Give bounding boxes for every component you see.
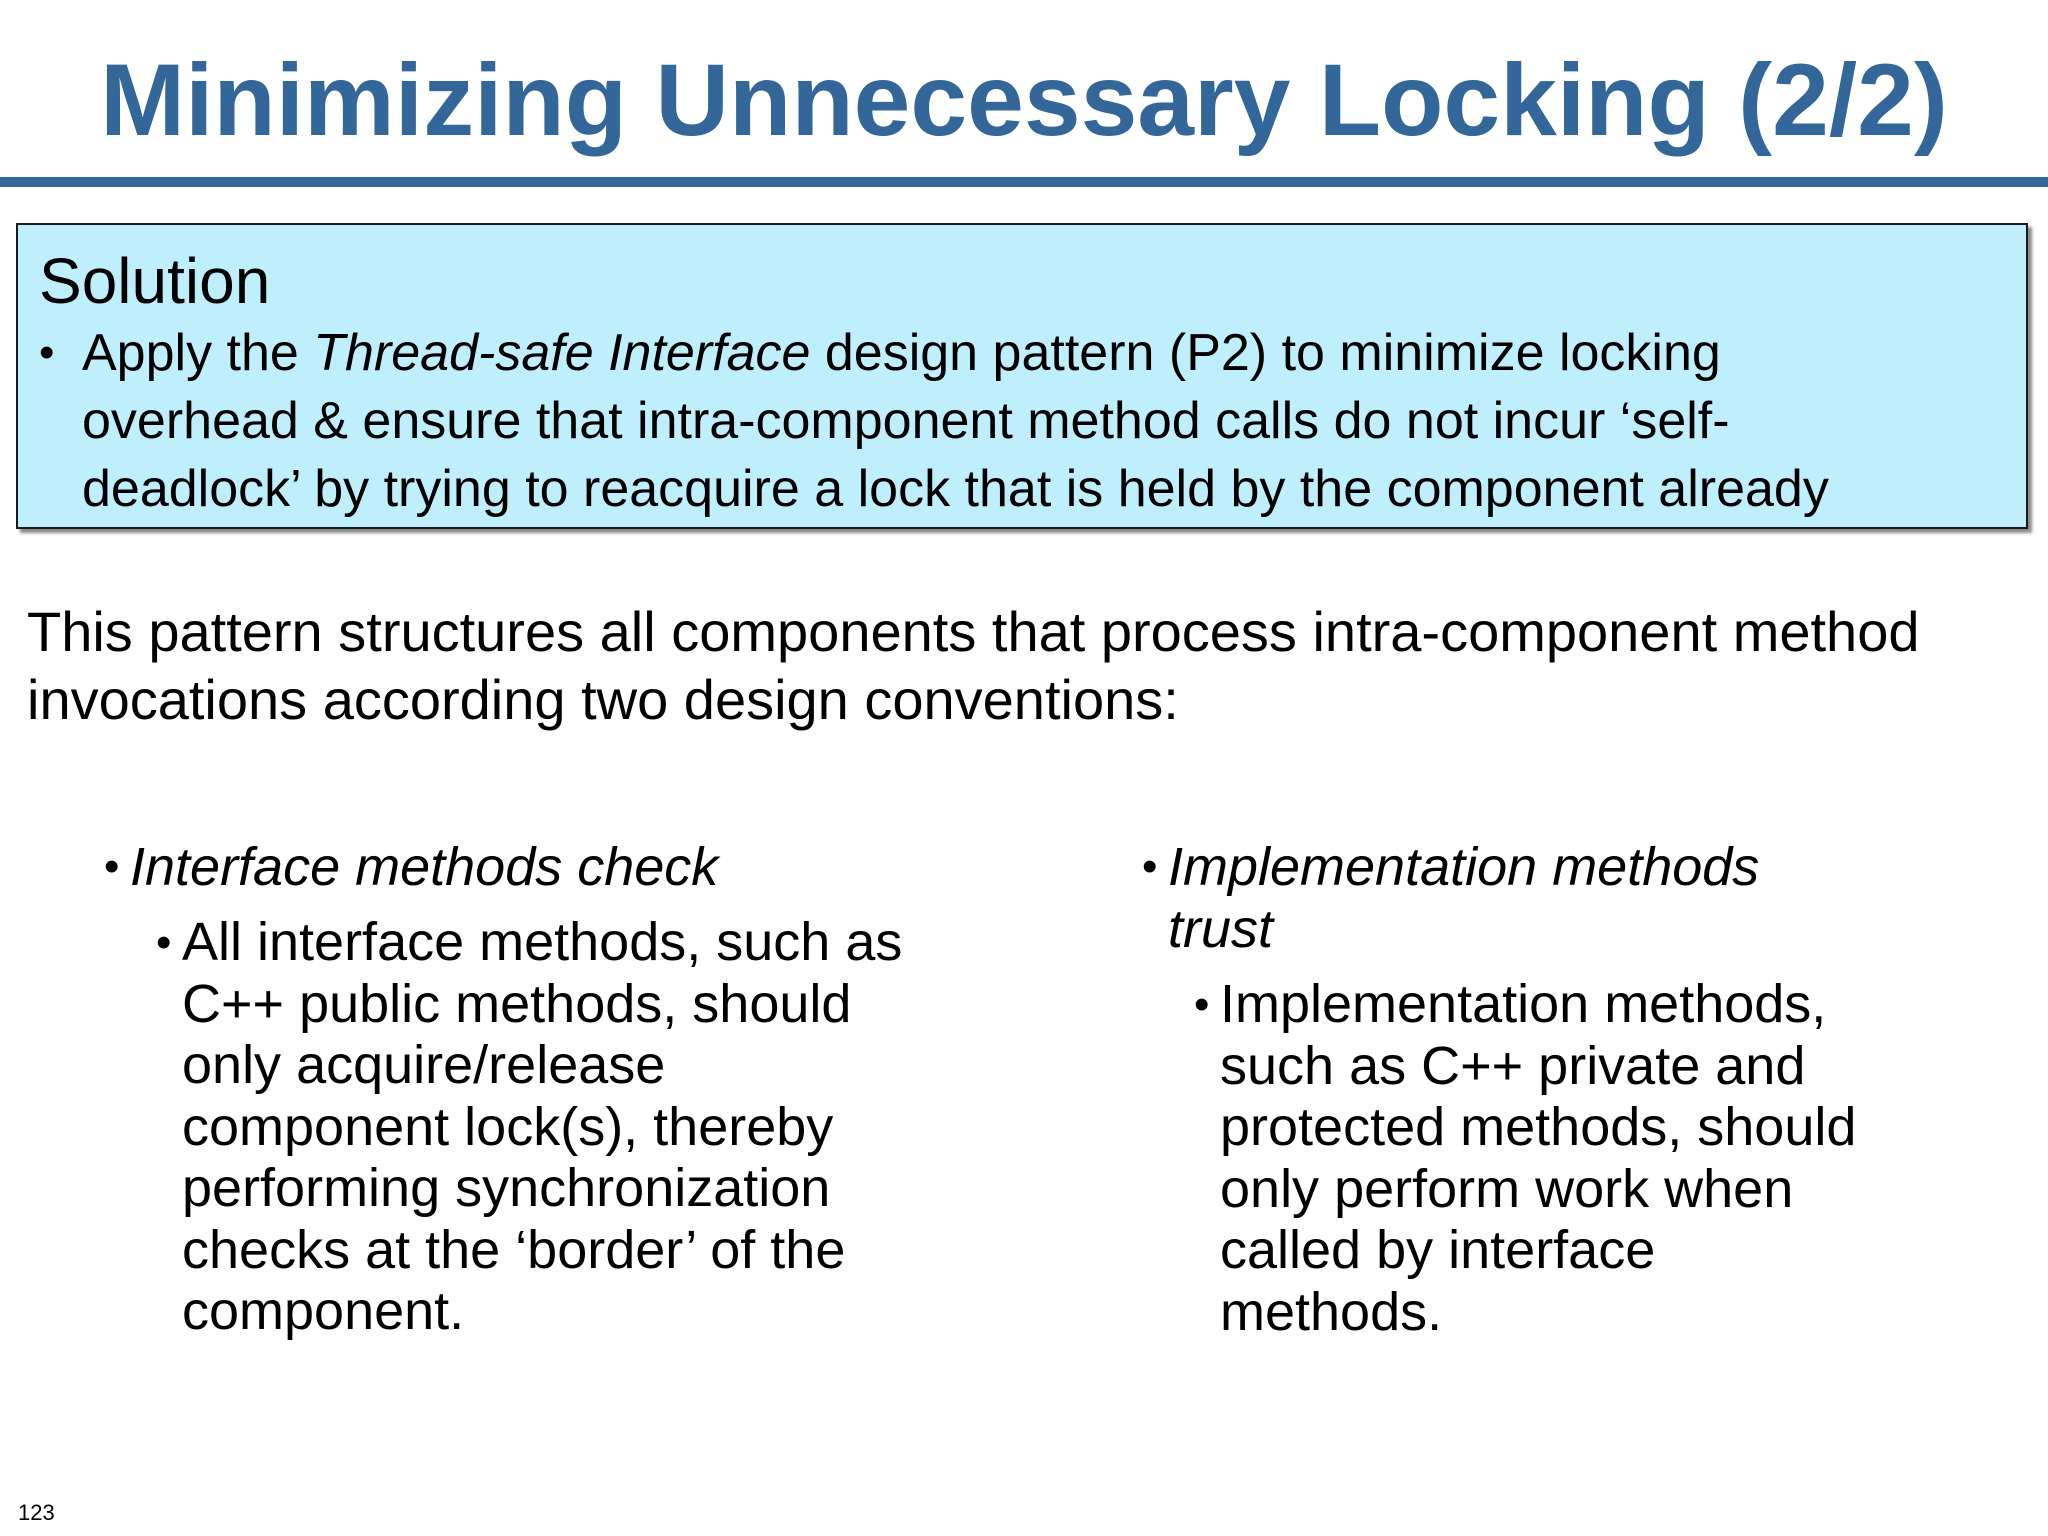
left-body-line: checks at the ‘border’ of the bbox=[182, 1219, 846, 1280]
right-body-line: Implementation methods, bbox=[1220, 974, 1827, 1034]
right-column bbox=[1142, 836, 2022, 1343]
right-body-line: such as C++ private and bbox=[1220, 1035, 1806, 1096]
solution-line-1 bbox=[82, 319, 2019, 387]
right-column-heading bbox=[1142, 836, 2022, 960]
right-heading-line: trust bbox=[1168, 899, 1274, 959]
left-heading-text bbox=[130, 836, 1004, 898]
title-divider bbox=[0, 177, 2048, 187]
left-body-line: only acquire/release bbox=[182, 1035, 666, 1095]
solution-line-2: overhead & ensure that intra-component method calls do not incur ‘self- bbox=[82, 392, 1730, 450]
left-column-heading bbox=[104, 836, 1004, 898]
left-body-line: component. bbox=[182, 1281, 465, 1341]
solution-text-before: Apply the bbox=[82, 324, 314, 382]
left-body-line: All interface methods, such as bbox=[182, 912, 903, 972]
bullet-dot-icon: • bbox=[1142, 842, 1158, 891]
solution-text bbox=[82, 319, 2019, 523]
solution-text-after: design pattern (P2) to minimize locking bbox=[810, 324, 1721, 382]
left-body-line: component lock(s), thereby bbox=[182, 1096, 834, 1157]
solution-heading: Solution bbox=[39, 245, 271, 317]
bullet-dot-icon: • bbox=[1194, 980, 1210, 1029]
right-heading-text bbox=[1168, 836, 2022, 960]
intro-paragraph bbox=[27, 598, 1920, 734]
right-body-text bbox=[1220, 974, 2022, 1343]
slide-title: Minimizing Unnecessary Locking (2/2) bbox=[100, 43, 1948, 157]
left-heading-line: Interface methods check bbox=[130, 837, 719, 897]
solution-bullet bbox=[39, 319, 2019, 523]
right-heading-line: Implementation methods bbox=[1168, 837, 1760, 897]
right-body-line: methods. bbox=[1220, 1281, 1443, 1342]
intro-line-2: invocations according two design conventions: bbox=[27, 668, 1179, 731]
right-sub-bullet bbox=[1194, 974, 2022, 1343]
right-body-line: protected methods, should bbox=[1220, 1097, 1857, 1157]
left-column bbox=[104, 836, 1004, 1343]
left-body-line: performing synchronization bbox=[182, 1158, 831, 1218]
right-body-line: only perform work when bbox=[1220, 1158, 1794, 1219]
pattern-name: Thread-safe Interface bbox=[313, 324, 811, 382]
right-body-line: called by interface bbox=[1220, 1220, 1656, 1280]
intro-line-1: This pattern structures all components that process intra-component method bbox=[27, 600, 1920, 663]
bullet-dot-icon: • bbox=[104, 842, 120, 891]
left-body-text bbox=[182, 912, 1004, 1343]
solution-box bbox=[16, 223, 2028, 529]
bullet-dot-icon: • bbox=[156, 918, 172, 967]
left-sub-bullet bbox=[156, 912, 1004, 1343]
page-number: 123 bbox=[18, 1500, 55, 1525]
left-body-line: C++ public methods, should bbox=[182, 973, 852, 1034]
bullet-dot-icon: • bbox=[39, 328, 55, 377]
solution-line-3: deadlock’ by trying to reacquire a lock that is held by the component already bbox=[82, 460, 1829, 518]
